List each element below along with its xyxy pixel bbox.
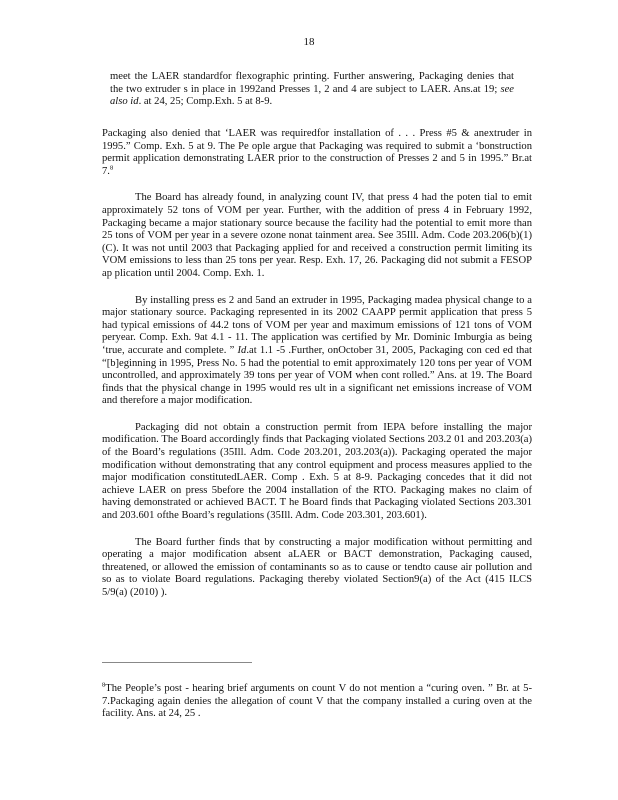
body-text <box>102 128 532 614</box>
paragraph-3-text-end: .at 1.1 -5 .Further, onOctober 31, 2005, Packaging con ced ed that “[b]eginning in 1995, Press No. 5 had the potential to emit approximately 120 tons per year of VOM uncontrolled, and approximately 39 tons per year of VOM when cont rolled.” Ans. at 19. The Board finds that the physical change in 1995 would res ult in a significant net emissions increase of VOM and therefore a major modification. <box>102 344 532 407</box>
page-number: 18 <box>303 36 315 48</box>
paragraph-4-text: Packaging did not obtain a construction permit from IEPA before installing the major modification. The Board accordingly finds that Packaging violated Sections 203.2 01 and 203.203(a) of the Board’s regulations (35Ill. Adm. Code 203.201, 203.203(a)). Packaging operated the major modification without demonstrating that any control equipment and process measures applied to the major modification constitutedLAER. Comp . Exh. 5 at 8-9. Packaging concedes that it did not achieve LAER on press 5before the 2004 installation of the RTO. Packaging makes no claim of having demonstrated or achieved BACT. T he Board finds that Packaging violated Sections 203.301 and 203.601 ofthe Board’s regulations (35Ill. Adm. Code 203.301, 203.601). <box>102 421 532 522</box>
quoted-answer-block <box>102 71 532 123</box>
footnote-text: The People’s post - hearing brief arguments on count V do not mention a “curing oven. ” Br. at 5-7.Packaging again denies the allegation of count V that the company installed a curing oven at the facility. Ans. at 24, 25 . <box>102 683 532 720</box>
paragraph-5-text: The Board further finds that by constructing a major modification without permitting and operating a major modification absent aLAER or BACT demonstration, Packaging caused, threatened, or allowed the emission of contaminants so as to cause or tendto cause air pollution and so as to violate Board regulations. Packaging thereby violated Section9(a) of the Act (415 ILCS 5/9(a) (2010) ). <box>102 536 532 598</box>
paragraph-3-text-start: By installing press es 2 and 5and an extruder in 1995, Packaging madea physical change to a major stationary source. Packaging represented in its 2002 CAAPP permit application that press 5 had typical emissions of 44.2 tons of VOM per year and maximum emissions of 121 tons of VOM peryear. Comp. Exh. 9at 4.1 - 11. The application was certified by Mr. Dominic Imburgia as being ‘true, accurate and complete. ” <box>102 294 532 356</box>
paragraph-3-italic-citation: Id <box>237 344 247 356</box>
footnote-separator <box>102 662 252 663</box>
footnote-marker: 8 <box>102 681 106 689</box>
quote-italic-citation: see also id <box>110 83 514 108</box>
paragraph-2 <box>102 192 532 280</box>
footnote-8 <box>102 683 532 721</box>
paragraph-2-text: The Board has already found, in analyzing count IV, that press 4 had the poten tial to emit approximately 52 tons of VOM per year. Further, with the addition of press 4 in February 1992, Packaging became a major stationary source because the facility had the potential to emit more than 25 tons of VOM per year in a severe ozone nonat tainment area. See 35Ill. Adm. Code 203.206(b)(1)(C). It was not until 2003 that Packaging applied for and received a construction permit limiting its VOM emissions to less than 25 tons per year. Resp. Exh. 17, 26. Packaging did not submit a FESOP ap plication until 2004. Comp. Exh. 1. <box>102 192 532 279</box>
paragraph-quote <box>110 71 514 109</box>
paragraph-1 <box>102 128 532 178</box>
quote-text-end: . at 24, 25; Comp.Exh. 5 at 8-9. <box>138 96 273 108</box>
footnote-marker-ref: 8 <box>109 164 114 172</box>
quote-text-start: meet the LAER standardfor flexographic printing. Further answering, Packaging denies that the two extruder s in place in 1992and Presses 1, 2 and 4 are subject to LAER. Ans.at 19; <box>110 71 514 95</box>
paragraph-5 <box>102 537 532 600</box>
paragraph-1-text: Packaging also denied that ‘LAER was requiredfor installation of . . . Press #5 & anextruder in 1995.” Comp. Exh. 5 at 9. The Pe ople argue that Packaging was required to submit a ‘bonstruction permit application demonstrating LAER prior to the construction of Presses 2 and 5 in 1995.” Br.at 7. <box>102 128 532 177</box>
paragraph-3 <box>102 295 532 408</box>
paragraph-4 <box>102 422 532 523</box>
